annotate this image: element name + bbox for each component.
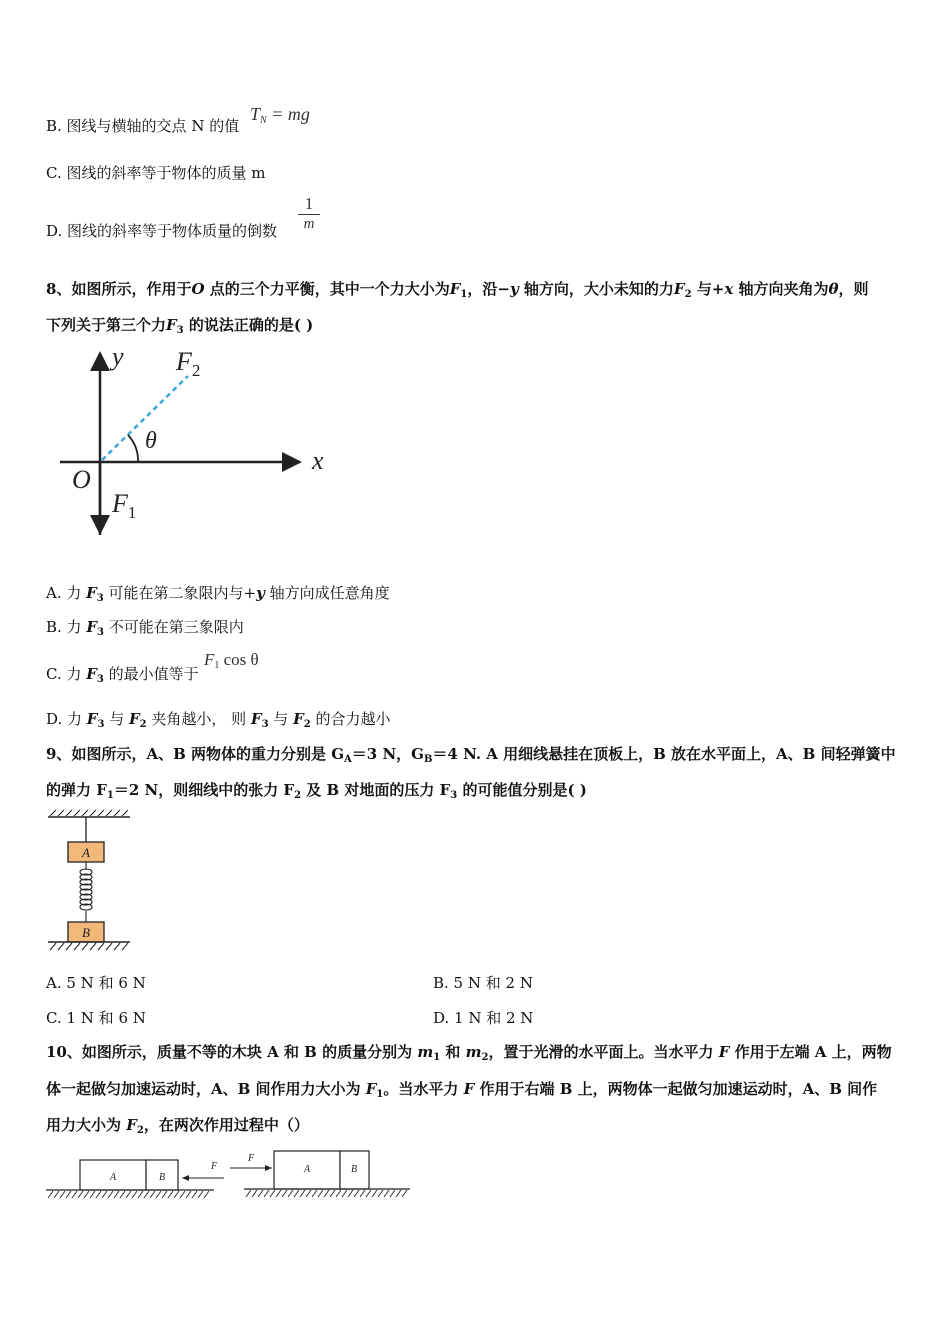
q7-option-b: B. 图线与横轴的交点 N 的值 xyxy=(46,117,240,135)
q9-option-d: D. 1 N 和 2 N xyxy=(433,1009,534,1027)
q8-stem-line2: 下列关于第三个力$F_3$ 的说法正确的是( ) xyxy=(46,316,314,336)
origin-label: O xyxy=(72,465,91,494)
q10-stem-line3: 用力大小为 $F_2$，在两次作用过程中（） xyxy=(46,1116,309,1136)
q7-option-b-formula: $T_N$ = mg xyxy=(250,104,310,126)
q9-option-c: C. 1 N 和 6 N xyxy=(46,1009,146,1027)
ceiling-hatch xyxy=(50,810,128,816)
q8-option-d: D. 力 $F_3$ 与 $F_2$ 夹角越小， 则 $F_3$ 与 $F_2$ 的合力越小 xyxy=(46,710,391,730)
right-block-b-label: B xyxy=(350,1164,358,1175)
q9-stem-line2: 的弹力 $F_1=2$ N，则细线中的张力 $F_2$ 及 B 对地面的压力 $F_3$ 的可能值分别是( ) xyxy=(46,781,587,801)
q7-option-c: C. 图线的斜率等于物体的质量 m xyxy=(46,164,266,182)
q10-stem-line2: 体一起做匀加速运动时，A、B 间作用力大小为 $F_1$。当水平力 F 作用于右端 B 上，两物体一起做匀加速运动时，A、B 间作 xyxy=(46,1080,878,1100)
right-ground-hatch xyxy=(246,1190,407,1197)
theta-label: θ xyxy=(145,428,157,454)
q9-stem-line1: 9、如图所示，A、B 两物体的重力分别是 $G_A=3$ N，$G_B=4$ N. A 用细线悬挂在顶板上，B 放在水平面上，A、B 间轻弹簧中 xyxy=(46,745,896,765)
right-force-label: F xyxy=(247,1153,255,1164)
q10-stem-line1: 10、如图所示，质量不等的木块 A 和 B 的质量分别为 $m_1$ 和 $m_2$，置于光滑的水平面上。当水平力 F 作用于左端 A 上，两物 xyxy=(46,1043,892,1063)
theta-arc xyxy=(128,435,138,462)
block-b-label: B xyxy=(82,925,90,940)
q7-option-d: D. 图线的斜率等于物体质量的倒数 xyxy=(46,222,278,240)
q8-option-c: C. 力 $F_3$ 的最小值等于 xyxy=(46,665,199,685)
q8-stem-line1: 8、如图所示，作用于O 点的三个力平衡，其中一个力大小为$F_1$，沿−y 轴方向，大小未知的力$F_2$ 与+x 轴方向夹角为θ，则 xyxy=(46,280,869,300)
q8-option-b: B. 力 $F_3$ 不可能在第三象限内 xyxy=(46,618,244,638)
q9-option-a: A. 5 N 和 6 N xyxy=(46,974,146,992)
x-label: x xyxy=(312,446,324,475)
left-force-label: F xyxy=(210,1161,218,1172)
q9-spring-diagram xyxy=(44,808,136,956)
f2-label: $F_2$ xyxy=(176,347,201,380)
q8-force-diagram xyxy=(50,340,340,550)
y-label: y xyxy=(112,342,124,371)
q7-option-d-fraction: 1 m xyxy=(298,194,320,233)
q8-option-a: A. 力 $F_3$ 可能在第二象限内与+y 轴方向成任意角度 xyxy=(46,584,390,604)
left-block-b-label: B xyxy=(158,1172,166,1183)
spring xyxy=(80,862,92,922)
f1-label: $F_1$ xyxy=(112,489,137,522)
q9-option-b: B. 5 N 和 2 N xyxy=(433,974,533,992)
left-ground-hatch xyxy=(48,1191,209,1198)
q10-blocks-diagram xyxy=(44,1148,414,1212)
q8-option-c-formula: $F_1$ cos θ xyxy=(204,650,259,671)
left-block-a-label: A xyxy=(109,1172,117,1183)
block-a-label: A xyxy=(82,845,90,860)
floor-hatch xyxy=(50,943,128,950)
right-block-a-label: A xyxy=(303,1164,311,1175)
